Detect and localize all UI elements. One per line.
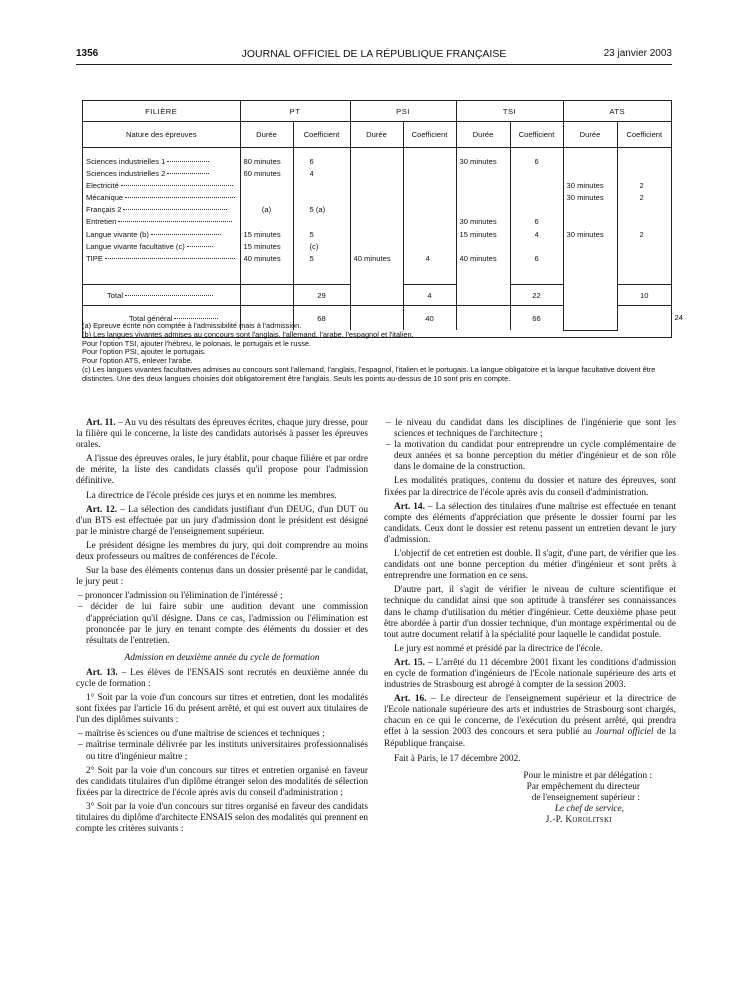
paragraph: D'autre part, il s'agit de vérifier le niveau de culture scientifique et technique du candidat ainsi que son aptitude à transférer ses connaissances dans le champ d'utilisation du métier d'ingénieur. Cette deuxième phase peut être abordée à partir d'un dossier technique, d'un montage expérimental ou de tout autre document relatif à la spécialité pour laquelle le candidat postule. <box>384 585 676 640</box>
article-14: Art. 14. – La sélection des titulaires d'une maîtrise est effectuée en tenant compte des éléments d'appréciation que présente le dossier fourni par les candidats. Ceux dont le dossier est retenu passent un entretien devant le jury d'admission. <box>384 501 676 545</box>
psi-duree-col: 40 minutes <box>350 148 403 306</box>
duree-header: Durée <box>456 122 510 148</box>
note-c: (c) Les langues vivantes facultatives admises au concours sont l'allemand, l'anglais, l'espagnol, l'italien et le portugais. La langue obligatoire et la langue facultative doivent être distinctes. Une des deux langues choisies doit obligatoirement être l'anglais. Seuls les points au-dessus de 10 sont pris en compte. <box>82 364 656 383</box>
signature-line: Par empêchement du directeur <box>526 781 640 792</box>
article-12: Art. 12. – La sélection des candidats justifiant d'un DEUG, d'un DUT ou d'un BTS est effectuée par un jury d'admission dont le président est désigné par le ministre chargé de l'enseignement supérieur. <box>76 504 368 537</box>
criteria-list <box>384 418 676 473</box>
ats-duree-col: 30 minutes 30 minutes 30 minutes <box>563 148 617 331</box>
total-ats: 10 <box>617 285 671 306</box>
paragraph: 1° Soit par la voie d'un concours sur titres et entretien, dont les modalités sont fixées par l'article 16 du présent arrêté, et qui est ouvert aux titulaires de l'un des diplômes suivants : <box>76 693 368 726</box>
total-label: Total <box>107 290 124 300</box>
epreuves-body <box>83 148 671 285</box>
duree-header: Durée <box>563 122 617 148</box>
pt-coef-col: 6 4 5 (a) 5 (c) 5 <box>293 148 350 285</box>
list-item: – le niveau du candidat dans les disciplines de l'ingénierie que sont les sciences et techniques de l'architecture ; <box>384 418 676 440</box>
paragraph: L'objectif de cet entretien est double. Il s'agit, d'une part, de vérifier que les candidats ont une bonne perception du métier d'ingénieur et sont prêts à entreprendre une formation en ce sens. <box>384 549 676 582</box>
list-item: – prononcer l'admission ou l'élimination de l'intéressé ; <box>76 591 368 602</box>
total-general-psi: 40 <box>403 306 456 331</box>
coef-header: Coefficient <box>617 122 671 148</box>
epreuve-name: Sciences industrielles 1 <box>86 156 237 168</box>
paragraph: A l'issue des épreuves orales, le jury établit, pour chaque filière et par ordre de mérite, la liste des candidats classés qu'il propose pour l'admission définitive. <box>76 454 368 487</box>
epreuve-name: Mécanique <box>86 192 237 204</box>
epreuve-name: Entretien <box>86 216 237 228</box>
note-b-ats: Pour l'option ATS, enlever l'arabe. <box>82 356 193 366</box>
page-number: 1356 <box>76 48 99 59</box>
list-item: – décider de lui faire subir une audition devant une commission d'appréciation qu'il désigne. Dans ce cas, l'admission ou l'élimination est prononcée par le jury en tenant compte des éléments du dossier et des résultats de l'entretien. <box>76 602 368 646</box>
list-item: – la motivation du candidat pour entreprendre un cycle complémentaire de deux années et sa bonne perception du métier d'ingénieur et de son rôle dans le domaine de la construction. <box>384 440 676 473</box>
psi-coef-col: 4 <box>403 148 456 285</box>
paragraph: Le jury est nommé et présidé par la directrice de l'école. <box>394 643 603 654</box>
pt-duree-col: 80 minutes 60 minutes (a) 15 minutes 15 minutes 40 minutes <box>240 148 293 285</box>
signature-line: de l'enseignement supérieur : <box>531 792 640 803</box>
filiere-header: FILIÈRE <box>83 101 240 122</box>
filiere-psi: PSI <box>350 101 456 122</box>
total-psi: 4 <box>403 285 456 306</box>
epreuve-name: Electricité <box>86 180 237 192</box>
filiere-ats: ATS <box>563 101 671 122</box>
nature-header: Nature des épreuves <box>83 122 240 148</box>
ats-coef-col: 2 2 2 <box>617 148 671 285</box>
subheader-row <box>83 122 671 148</box>
note-b-psi: Pour l'option PSI, ajouter le portugais. <box>82 347 206 357</box>
epreuve-names <box>83 148 240 285</box>
epreuve-name: Langue vivante facultative (c) <box>86 241 237 253</box>
article-13: Art. 13. – Les élèves de l'ENSAIS sont recrutés en deuxième année du cycle de formation : <box>76 667 369 689</box>
epreuve-name: Langue vivante (b) <box>86 229 237 241</box>
header-rule <box>76 64 672 65</box>
filiere-row <box>83 101 671 122</box>
total-general-pt: 68 <box>293 306 350 331</box>
section-title: Admission en deuxième année du cycle de formation <box>124 652 320 663</box>
epreuve-name: TIPE <box>86 253 237 265</box>
total-general-label: Total général <box>129 313 173 323</box>
paragraph: La directrice de l'école préside ces jurys et en nomme les membres. <box>86 490 337 501</box>
total-general-tsi: 66 <box>510 306 563 331</box>
article-15: Art. 15. – L'arrêté du 11 décembre 2001 fixant les conditions d'admission en cycle de formation d'ingénieurs de l'Ecole nationale supérieure des arts et industries de Strasbourg est abrogé à compter de la session 2003. <box>384 657 676 691</box>
list-item: – maîtrise ès sciences ou d'une maîtrise de sciences et techniques ; <box>76 729 368 740</box>
filiere-pt: PT <box>240 101 350 122</box>
coef-header: Coefficient <box>510 122 563 148</box>
epreuve-name: Sciences industrielles 2 <box>86 168 237 180</box>
note-a: (a) Epreuve écrite non comptée à l'admissibilité mais à l'admission. <box>82 321 302 330</box>
coef-header: Coefficient <box>403 122 456 148</box>
signature-line: Pour le ministre et par délégation : <box>523 770 652 781</box>
exam-table <box>82 100 683 338</box>
issue-date: 23 janvier 2003 <box>603 48 672 59</box>
epreuve-name: Français 2 <box>86 204 237 216</box>
right-column <box>384 418 676 826</box>
article-11: Art. 11. – Au vu des résultats des épreuves écrites, chaque jury dresse, pour la filière qui le concerne, la liste des candidats autorisés à passer les épreuves orales. <box>76 418 368 451</box>
signature-date: Fait à Paris, le 17 décembre 2002. <box>394 753 521 764</box>
list-item: – maîtrise terminale délivrée par les instituts universitaires professionnalisés ou titre d'ingénieur maître ; <box>76 740 368 762</box>
journal-title: JOURNAL OFFICIEL DE LA RÉPUBLIQUE FRANÇAISE <box>241 48 507 60</box>
duree-header: Durée <box>350 122 403 148</box>
tsi-coef-col: 6 6 4 6 <box>510 148 563 285</box>
filiere-tsi: TSI <box>456 101 563 122</box>
paragraph: Les modalités pratiques, contenu du dossier et nature des épreuves, sont fixées par la directrice de l'école après avis du conseil d'administration. <box>384 476 676 498</box>
duree-header: Durée <box>240 122 293 148</box>
article-16: Art. 16. – Le directeur de l'enseignement supérieur et la directrice de l'Ecole nationale supérieure des arts et industries de Strasbourg sont chargés, chacun en ce qui le concerne, de l'exécution du présent arrêté, qui prendra effet à la session 2003 des concours et sera publié au Journal officiel de la République française. <box>384 694 677 749</box>
paragraph: Le président désigne les membres du jury, qui doit comprendre au moins deux professeurs ou maîtres de conférences de l'école. <box>76 540 368 563</box>
total-tsi: 22 <box>510 285 563 306</box>
left-column <box>76 418 368 838</box>
table-notes <box>82 322 678 384</box>
note-b: (b) Les langues vivantes admises au concours sont l'anglais, l'allemand, l'arabe, l'espagnol et l'italien. <box>82 329 414 339</box>
coef-header: Coefficient <box>293 122 350 148</box>
paragraph: 2° Soit par la voie d'un concours sur titres et entretien organisé en faveur des candidats titulaires d'un diplôme étranger selon des modalités de sélection fixées par la directrice de l'école après avis du conseil d'administration ; <box>76 765 368 798</box>
signature-title: Le chef de service, <box>554 804 624 814</box>
note-b-tsi: Pour l'option TSI, ajouter l'hébreu, le polonais, le portugais et le russe. <box>82 338 312 348</box>
paragraph: 3° Soit par la voie d'un concours sur titres organisé en faveur des candidats titulaires du diplôme d'architecte ENSAIS selon des modalités qui prennent en compte les critères suivants : <box>76 801 368 835</box>
diplomas-list <box>76 729 368 762</box>
jury-options-list <box>76 591 368 646</box>
tsi-duree-col: 30 minutes 30 minutes 15 minutes 40 minutes <box>456 148 510 306</box>
total-general-row: Total général 68 40 66 24 <box>83 306 671 331</box>
total-pt: 29 <box>293 285 350 306</box>
paragraph: Sur la base des éléments contenus dans un dossier présenté par le candidat, le jury peut : <box>76 566 368 588</box>
signatory-name: J.-P. Korolitski <box>545 815 612 826</box>
